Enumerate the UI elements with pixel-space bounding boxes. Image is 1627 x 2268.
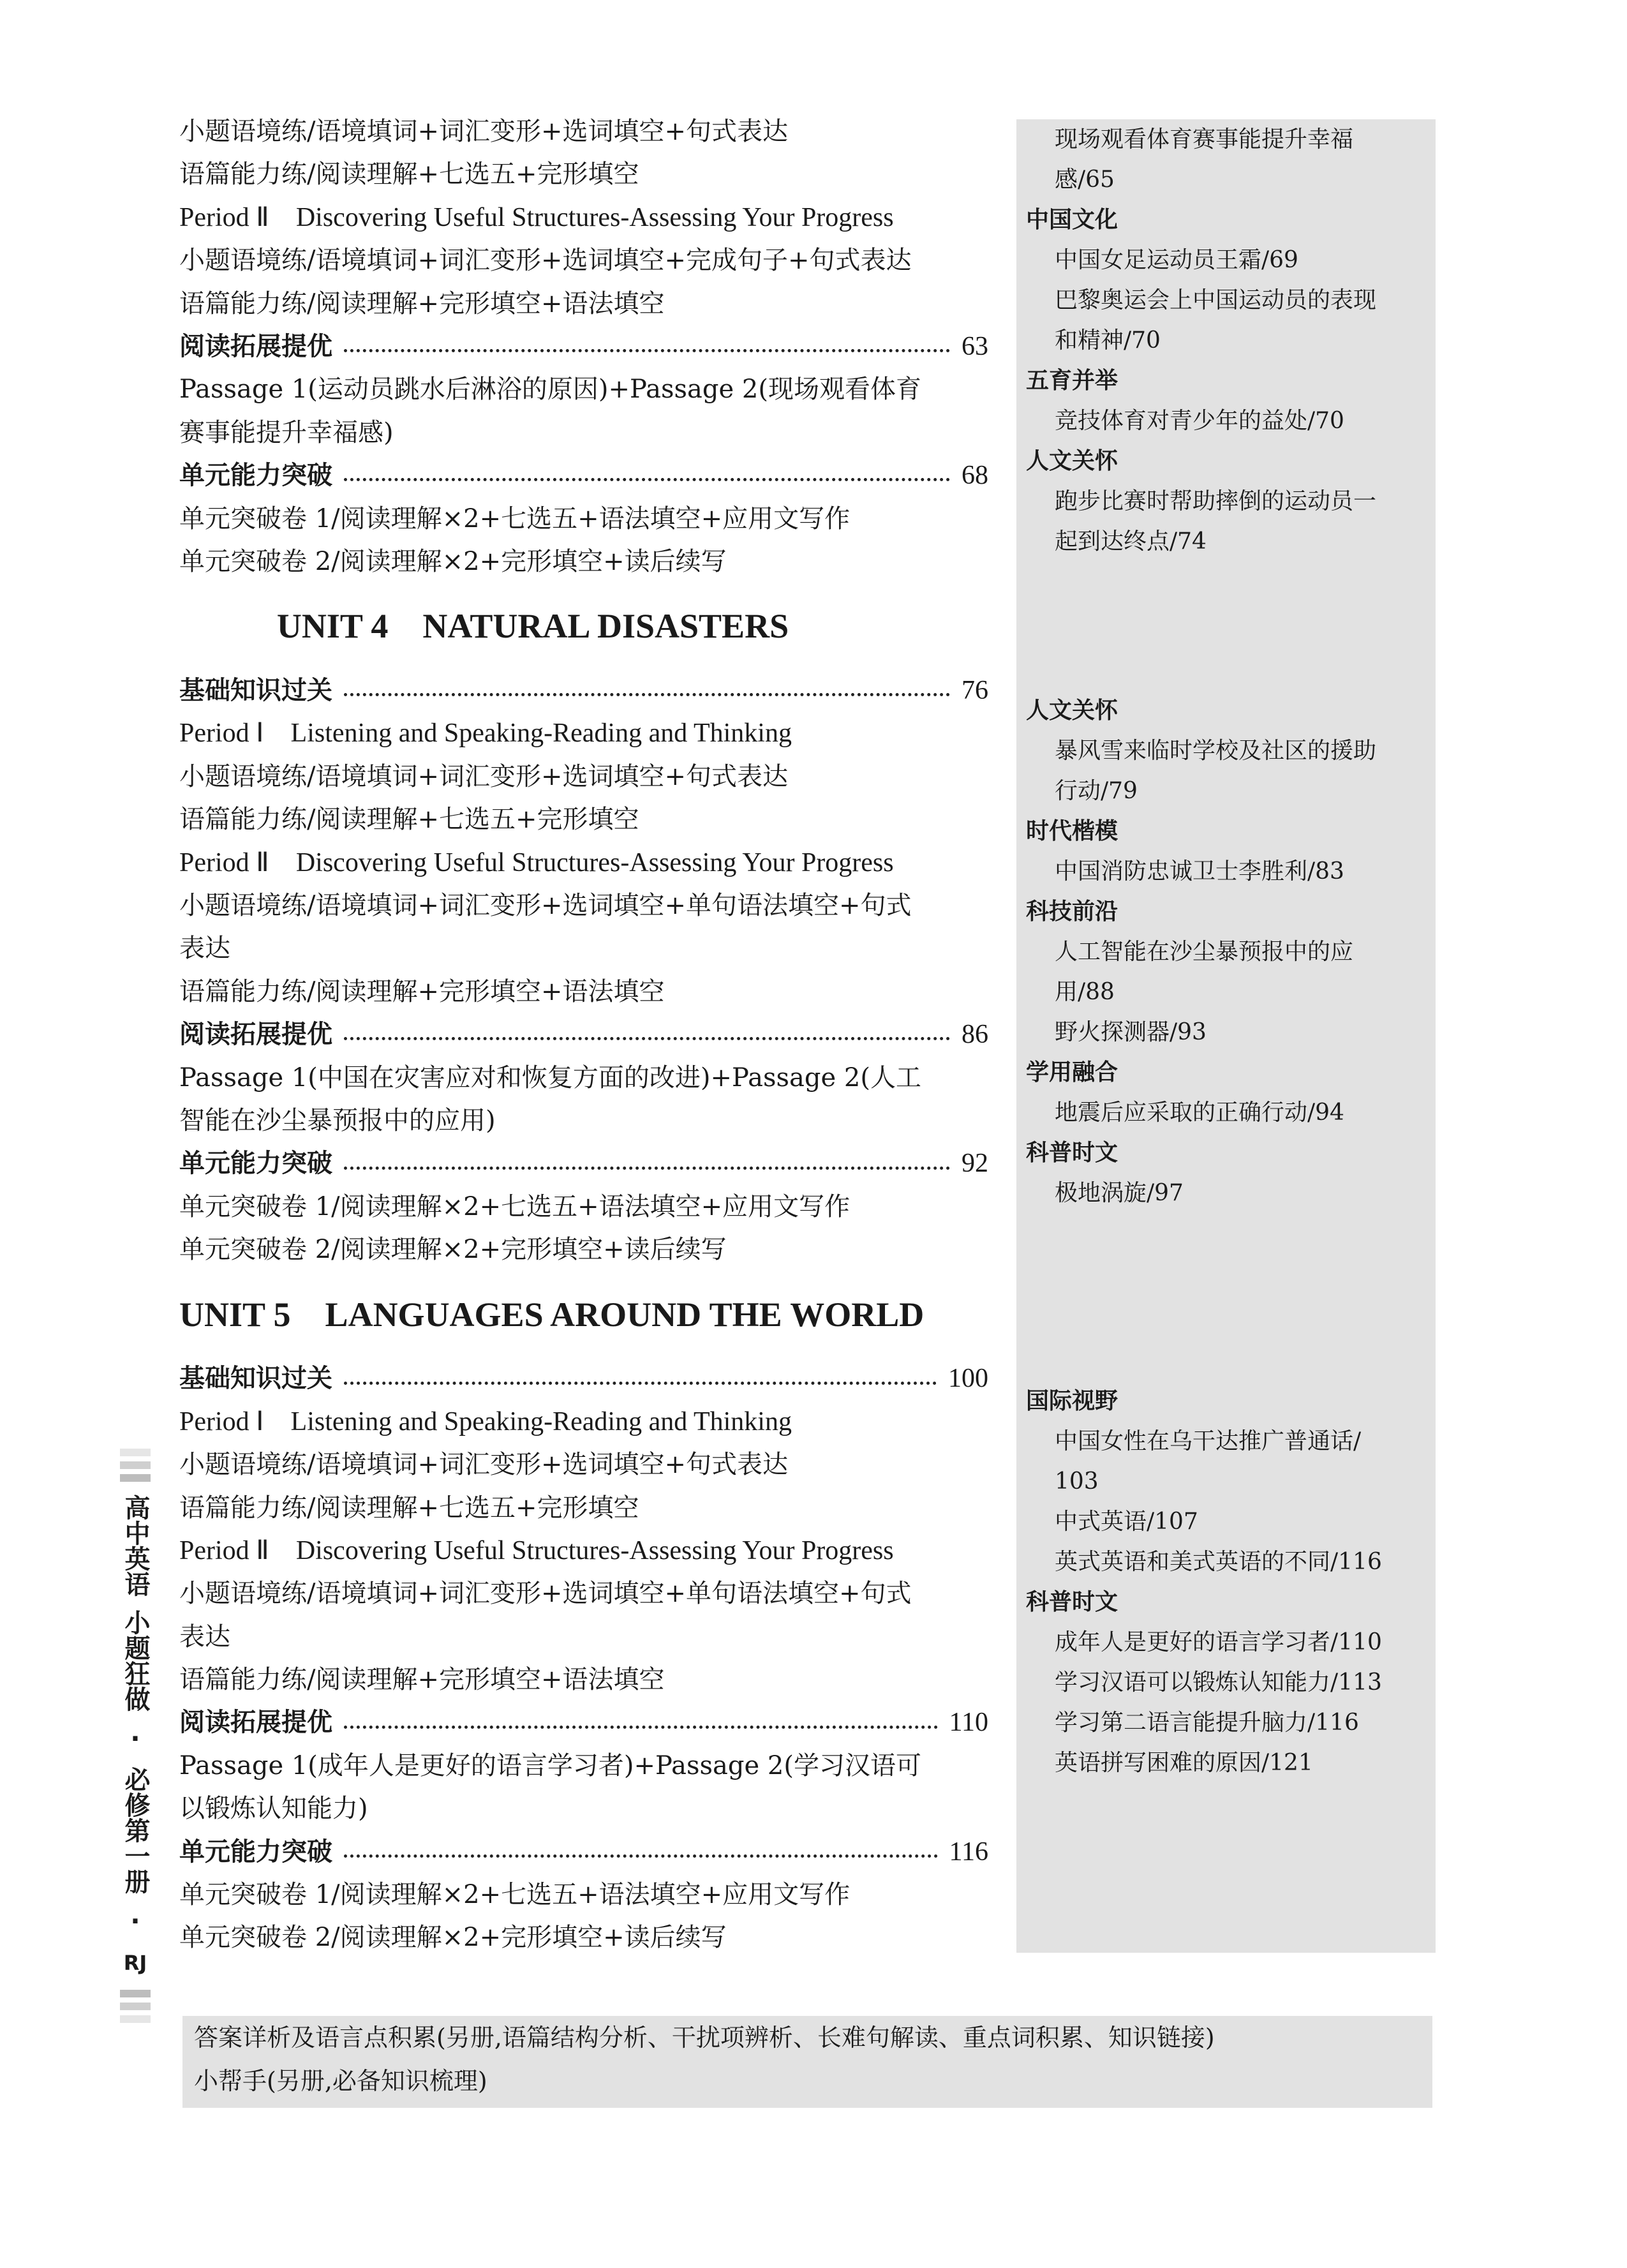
toc-page-number: 92 [962, 1149, 988, 1179]
sidebar-category: 人文关怀 [1026, 448, 1118, 474]
toc-page-number: 110 [949, 1708, 988, 1738]
sidebar-category: 科普时文 [1026, 1140, 1118, 1166]
leader-dots [344, 478, 950, 481]
toc-line: 单元突破卷 1/阅读理解×2+七选五+语法填空+应用文写作 [179, 1880, 851, 1910]
toc-entry-label: 阅读拓展提优 [179, 331, 332, 361]
toc-page-number: 76 [962, 676, 988, 706]
toc-entry-label: 基础知识过关 [179, 676, 332, 706]
sidebar-article: 中式英语/107 [1055, 1509, 1198, 1535]
sidebar-article: 英语拼写困难的原因/121 [1055, 1750, 1313, 1776]
leader-dots [344, 1382, 937, 1385]
sidebar-category: 科普时文 [1026, 1589, 1118, 1615]
sidebar-article: 中国女性在乌干达推广普通话/ [1055, 1428, 1362, 1454]
period-heading: Period Ⅱ Discovering Useful Structures-Assessing Your Progress [179, 1535, 894, 1565]
toc-page-number: 116 [949, 1837, 988, 1867]
toc-line: 智能在沙尘暴预报中的应用) [179, 1106, 496, 1135]
sidebar-article: 和精神/70 [1055, 327, 1161, 354]
sidebar-article: 行动/79 [1055, 778, 1138, 804]
sidebar-block-unit4 [1026, 690, 1434, 1213]
toc-line: 语篇能力练/阅读理解+完形填空+语法填空 [179, 1665, 665, 1695]
toc-line: 赛事能提升幸福感) [179, 417, 394, 447]
toc-line: 语篇能力练/阅读理解+完形填空+语法填空 [179, 288, 665, 318]
toc-entry[interactable] [179, 325, 988, 368]
sidebar-article: 人工智能在沙尘暴预报中的应 [1055, 939, 1354, 965]
toc-line: 小题语境练/语境填词+词汇变形+选词填空+单句语法填空+句式 [179, 1579, 912, 1609]
toc-line: 以锻炼认知能力) [179, 1794, 368, 1824]
sidebar-category: 中国文化 [1026, 207, 1118, 233]
footer-note [182, 2016, 1432, 2108]
spine-volume: 必修第一册 [121, 1766, 150, 1894]
toc-line: 表达 [179, 1622, 230, 1652]
toc-line: 语篇能力练/阅读理解+七选五+完形填空 [179, 1493, 639, 1523]
toc-entry-label: 阅读拓展提优 [179, 1708, 332, 1738]
toc-line: 表达 [179, 934, 230, 964]
sidebar-article: 跑步比赛时帮助摔倒的运动员一 [1055, 488, 1377, 514]
toc-entry[interactable] [179, 1357, 988, 1400]
sidebar-article: 英式英语和美式英语的不同/116 [1055, 1549, 1382, 1575]
period-heading: Period Ⅱ Discovering Useful Structures-Assessing Your Progress [179, 202, 894, 232]
sidebar-article: 感/65 [1055, 167, 1115, 193]
sidebar-block-unit3 [1026, 119, 1434, 562]
spine-brand: 小题狂做 [121, 1609, 150, 1712]
sidebar-article: 竞技体育对青少年的益处/70 [1055, 408, 1344, 434]
toc-line: 小题语境练/语境填词+词汇变形+选词填空+句式表达 [179, 1450, 789, 1480]
unit-heading: UNIT 4 NATURAL DISASTERS [276, 607, 789, 646]
toc-entry-label: 单元能力突破 [179, 1149, 332, 1179]
toc-page-number: 86 [962, 1020, 988, 1050]
sidebar-category: 学用融合 [1026, 1059, 1118, 1086]
sidebar-article: 用/88 [1055, 979, 1115, 1005]
toc-line: 小题语境练/语境填词+词汇变形+选词填空+单句语法填空+句式 [179, 891, 912, 921]
spine-separator: · [121, 1907, 150, 1936]
spine-separator: · [121, 1724, 150, 1754]
toc-line: 单元突破卷 1/阅读理解×2+七选五+语法填空+应用文写作 [179, 1191, 851, 1221]
toc-entry-label: 单元能力突破 [179, 1837, 332, 1867]
toc-entry[interactable] [179, 1701, 988, 1744]
period-heading: Period Ⅱ Discovering Useful Structures-Assessing Your Progress [179, 847, 894, 877]
toc-line: 语篇能力练/阅读理解+完形填空+语法填空 [179, 976, 665, 1006]
toc-sidebar [1016, 119, 1436, 1953]
toc-page-number: 100 [948, 1364, 988, 1394]
toc-entry-label: 基础知识过关 [179, 1364, 332, 1394]
toc-entry[interactable] [179, 1013, 988, 1056]
sidebar-article: 起到达终点/74 [1055, 528, 1207, 555]
toc-line: 语篇能力练/阅读理解+七选五+完形填空 [179, 160, 639, 190]
toc-entry[interactable] [179, 669, 988, 712]
spine-subject: 高中英语 [121, 1495, 150, 1597]
sidebar-article: 地震后应采取的正确行动/94 [1055, 1100, 1344, 1126]
toc-line: Passage 1(中国在灾害应对和恢复方面的改进)+Passage 2(人工 [179, 1063, 921, 1093]
toc-line: 语篇能力练/阅读理解+七选五+完形填空 [179, 805, 639, 835]
unit-heading: UNIT 5 LANGUAGES AROUND THE WORLD [179, 1295, 925, 1334]
toc-line: 单元突破卷 1/阅读理解×2+七选五+语法填空+应用文写作 [179, 504, 851, 533]
leader-dots [344, 1854, 938, 1858]
toc-entry[interactable] [179, 1831, 988, 1874]
sidebar-article: 成年人是更好的语言学习者/110 [1055, 1629, 1382, 1655]
toc-line: Passage 1(运动员跳水后淋浴的原因)+Passage 2(现场观看体育 [179, 375, 921, 405]
leader-dots [344, 1726, 938, 1729]
sidebar-category: 国际视野 [1026, 1388, 1118, 1414]
sidebar-article: 中国消防忠诚卫士李胜利/83 [1055, 858, 1344, 884]
sidebar-article: 103 [1055, 1468, 1099, 1495]
book-spine-label [120, 1449, 151, 2028]
toc-page-number: 68 [962, 461, 988, 491]
toc-main-column [179, 110, 988, 1960]
toc-line: 小题语境练/语境填词+词汇变形+选词填空+句式表达 [179, 117, 789, 146]
toc-line: 单元突破卷 2/阅读理解×2+完形填空+读后续写 [179, 1235, 727, 1265]
sidebar-article: 中国女足运动员王霜/69 [1055, 247, 1298, 273]
sidebar-category: 五育并举 [1026, 368, 1118, 394]
toc-line: Passage 1(成年人是更好的语言学习者)+Passage 2(学习汉语可 [179, 1750, 921, 1780]
sidebar-category: 人文关怀 [1026, 698, 1118, 724]
toc-line: 小题语境练/语境填词+词汇变形+选词填空+完成句子+句式表达 [179, 246, 912, 276]
toc-page-number: 63 [962, 331, 988, 361]
toc-entry-label: 单元能力突破 [179, 461, 332, 491]
leader-dots [344, 349, 950, 352]
sidebar-category: 时代楷模 [1026, 818, 1118, 844]
footer-line: 小帮手(另册,必备知识梳理) [194, 2067, 487, 2095]
leader-dots [344, 693, 950, 696]
sidebar-article: 学习第二语言能提升脑力/116 [1055, 1710, 1359, 1736]
footer-line: 答案详析及语言点积累(另册,语篇结构分析、干扰项辨析、长难句解读、重点词积累、知识链接) [194, 2024, 1215, 2052]
toc-entry[interactable] [179, 454, 988, 497]
sidebar-article: 暴风雪来临时学校及社区的援助 [1055, 738, 1377, 764]
toc-line: 单元突破卷 2/阅读理解×2+完形填空+读后续写 [179, 1923, 727, 1953]
sidebar-block-unit5 [1026, 1381, 1434, 1783]
toc-entry[interactable] [179, 1142, 988, 1185]
sidebar-article: 现场观看体育赛事能提升幸福 [1055, 126, 1354, 153]
toc-line: 单元突破卷 2/阅读理解×2+完形填空+读后续写 [179, 546, 727, 576]
sidebar-article: 学习汉语可以锻炼认知能力/113 [1055, 1669, 1382, 1696]
spine-edition: RJ [123, 1951, 147, 1975]
sidebar-article: 野火探测器/93 [1055, 1019, 1207, 1045]
sidebar-category: 科技前沿 [1026, 899, 1118, 925]
sidebar-article: 极地涡旋/97 [1055, 1180, 1184, 1206]
period-heading: Period Ⅰ Listening and Speaking-Reading and Thinking [179, 719, 792, 749]
sidebar-article: 巴黎奥运会上中国运动员的表现 [1055, 287, 1377, 313]
leader-dots [344, 1167, 950, 1170]
toc-entry-label: 阅读拓展提优 [179, 1020, 332, 1050]
toc-line: 小题语境练/语境填词+词汇变形+选词填空+句式表达 [179, 761, 789, 791]
period-heading: Period Ⅰ Listening and Speaking-Reading and Thinking [179, 1406, 792, 1436]
leader-dots [344, 1037, 950, 1040]
